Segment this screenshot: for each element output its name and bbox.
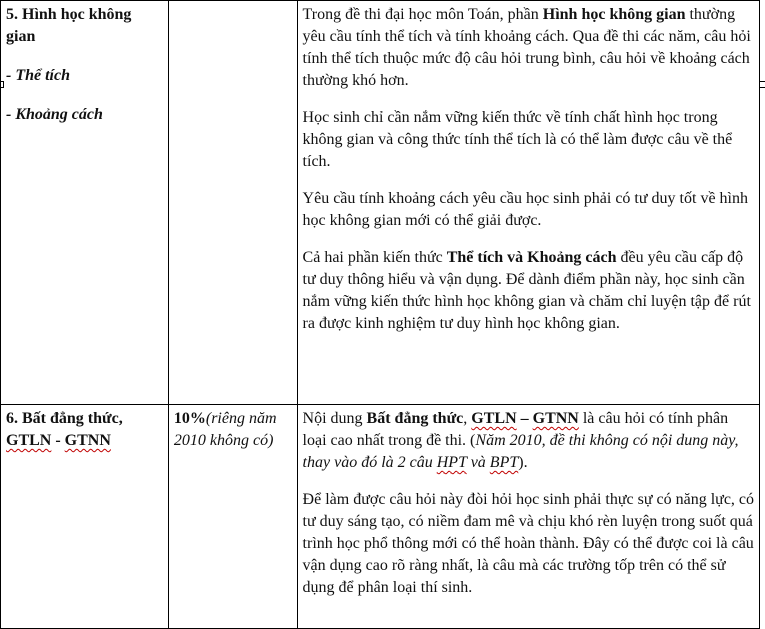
content-cell[interactable] xyxy=(297,1,759,405)
topic-cell[interactable] xyxy=(1,405,169,629)
share-note: (riêng năm 2010 không có) xyxy=(173,410,277,449)
topic-cell[interactable] xyxy=(1,1,169,405)
content-paragraph: Yêu cầu tính khoảng cách yêu cầu học sinh phải có tư duy tốt về hình học không gian mới có thể giải được. xyxy=(302,190,748,229)
topic-title: 5. Hình học không gian xyxy=(6,6,132,45)
content-cell[interactable] xyxy=(297,405,759,629)
content-paragraph: Học sinh chỉ cần nắm vững kiến thức về tính chất hình học trong không gian và công thức tính thể tích là có thể làm được câu về thể tích. xyxy=(302,109,733,170)
share-cell[interactable] xyxy=(168,1,297,405)
share-cell[interactable] xyxy=(168,405,297,629)
table-row xyxy=(1,405,760,629)
topic-subitem: - Thể tích xyxy=(6,67,70,84)
topic-title: 6. Bất đẳng thức, GTLN - GTNN xyxy=(6,410,123,449)
content-paragraph: Cả hai phần kiến thức Thể tích và Khoảng cách đều yêu cầu cấp độ tư duy thông hiểu và vận dụng. Để dành điểm phần này, học sinh cần nắm vững kiến thức hình học không gian và chăm chỉ luyện tập để rút ra được kinh nghiệm tư duy hình học không gian. xyxy=(302,249,751,332)
content-paragraph: Để làm được câu hỏi này đòi hỏi học sinh phải thực sự có năng lực, có tư duy sáng tạo, có niềm đam mê và chịu khó rèn luyện trong suốt quá trình học phổ thông mới có thể hoàn thành. Đây có thể được coi là câu vận dụng cao rõ ràng nhất, là câu mà các trường tốp trên có thể sử dụng để phân loại thí sinh. xyxy=(302,491,755,596)
share-percent: 10% xyxy=(173,410,206,427)
content-paragraph: Nội dung Bất đẳng thức, GTLN – GTNN là câu hỏi có tính phân loại cao nhất trong đề thi. (Năm 2010, đề thi không có nội dung này, thay vào đó là 2 câu HPT và BPT). xyxy=(302,410,739,471)
content-paragraph: Trong đề thi đại học môn Toán, phần Hình học không gian thường yêu cầu tính thể tích và tính khoảng cách. Qua đề thi các năm, câu hỏi tính thể tích thuộc mức độ câu hỏi trung bình, câu hỏi về khoảng cách thường khó hơn. xyxy=(302,6,751,89)
table-row xyxy=(1,1,760,405)
topic-subitem: - Khoảng cách xyxy=(6,106,103,123)
